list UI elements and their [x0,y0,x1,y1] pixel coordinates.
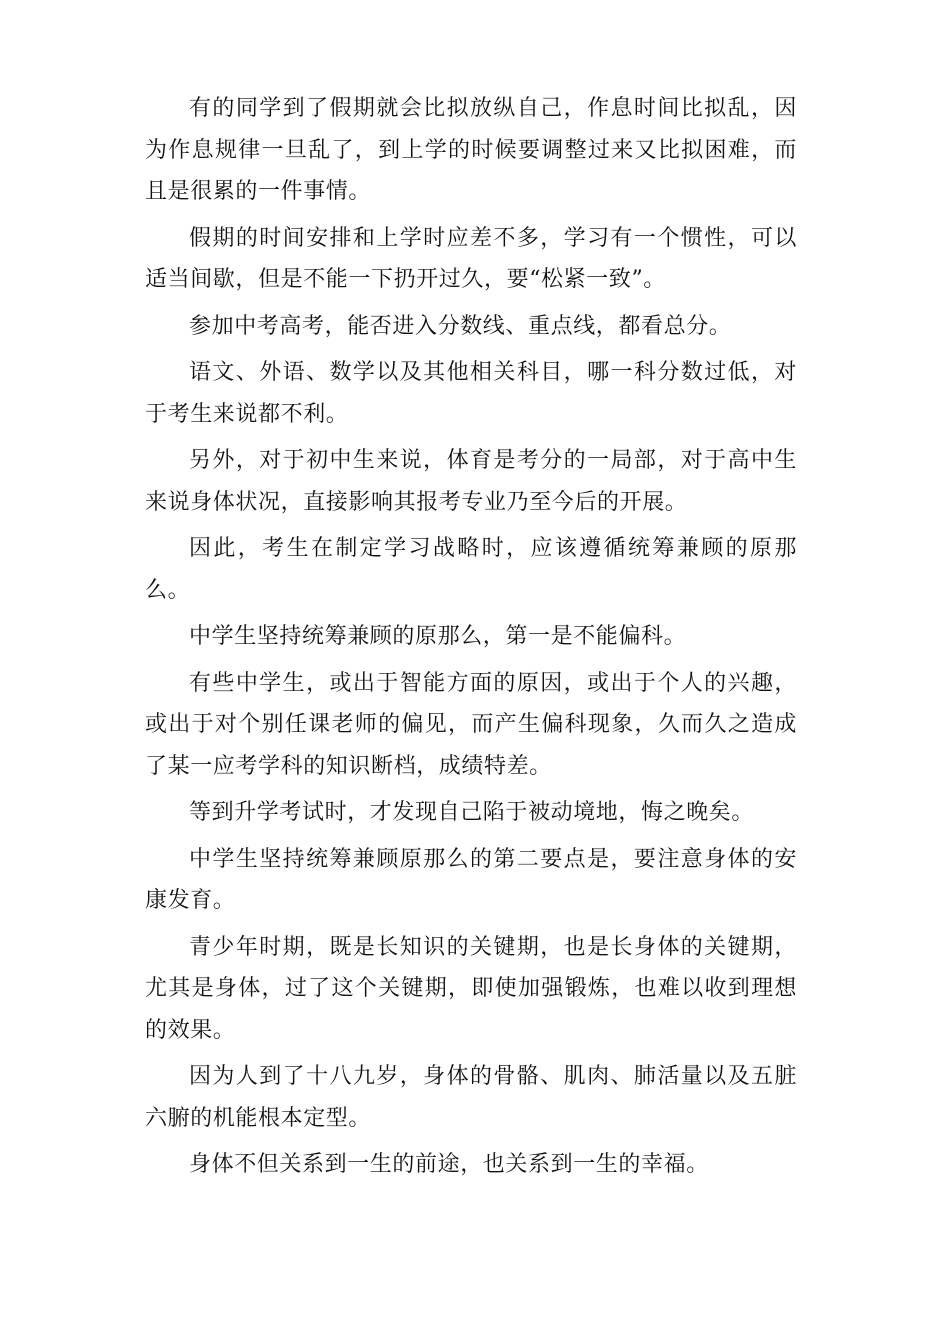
paragraph-8: 有些中学生，或出于智能方面的原因，或出于个人的兴趣，或出于对个别任课老师的偏见，而产生偏科现象，久而久之造成了某一应考学科的知识断档，成绩特差。 [145,670,797,779]
paragraph-12: 因为人到了十八九岁，身体的骨骼、肌肉、肺活量以及五脏六腑的机能根本定型。 [145,1064,797,1131]
paragraph-2: 假期的时间安排和上学时应差不多，学习有一个惯性，可以适当间歇，但是不能一下扔开过久，要“松紧一致”。 [145,225,797,292]
paragraph-5: 另外，对于初中生来说，体育是考分的一局部，对于高中生来说身体状况，直接影响其报考专业乃至今后的开展。 [145,448,797,515]
paragraph-11: 青少年时期，既是长知识的关键期，也是长身体的关键期，尤其是身体，过了这个关键期，即使加强锻炼，也难以收到理想的效果。 [145,934,797,1043]
paragraph-7: 中学生坚持统筹兼顾的原那么，第一是不能偏科。 [189,624,687,649]
paragraph-10: 中学生坚持统筹兼顾原那么的第二要点是，要注意身体的安康发育。 [145,846,797,913]
paragraph-13: 身体不但关系到一生的前途，也关系到一生的幸福。 [189,1152,709,1177]
paragraph-4: 语文、外语、数学以及其他相关科目，哪一科分数过低，对于考生来说都不利。 [145,360,797,427]
paragraph-1: 有的同学到了假期就会比拟放纵自己，作息时间比拟乱，因为作息规律一旦乱了，到上学的时候要调整过来又比拟困难，而且是很累的一件事情。 [145,96,797,204]
document-page [145,88,797,1191]
paragraph-6: 因此，考生在制定学习战略时，应该遵循统筹兼顾的原那么。 [145,536,797,603]
paragraph-9: 等到升学考试时，才发现自己陷于被动境地，悔之晚矣。 [189,800,755,825]
paragraph-3: 参加中考高考，能否进入分数线、重点线，都看总分。 [189,313,732,339]
